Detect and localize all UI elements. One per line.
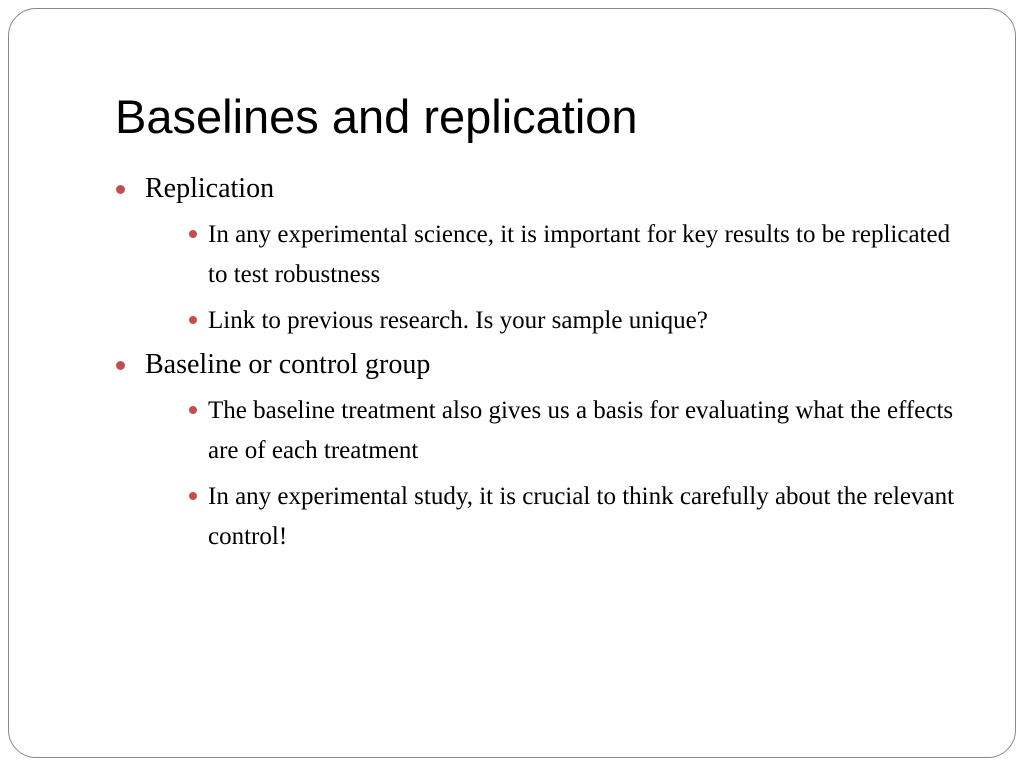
bullet-dot-icon <box>189 492 197 500</box>
bullet-dot-icon <box>189 230 197 238</box>
sub-bullet-list <box>145 215 972 341</box>
sub-bullet-text: In any experimental science, it is important for key results to be replicated to test robustness <box>208 221 951 288</box>
sub-bullet-text: Link to previous research. Is your sample unique? <box>208 307 708 334</box>
bullet-baseline <box>112 347 972 557</box>
sub-bullet-list <box>145 391 972 557</box>
slide-content <box>112 171 972 563</box>
sub-bullet <box>145 215 972 295</box>
sub-bullet-text: The baseline treatment also gives us a basis for evaluating what the effects are of each treatment <box>208 397 954 464</box>
sub-bullet <box>145 301 972 341</box>
slide <box>8 8 1016 758</box>
bullet-dot-icon <box>189 406 197 414</box>
sub-bullet <box>145 477 972 557</box>
sub-bullet-text: In any experimental study, it is crucial to think carefully about the relevant control! <box>208 483 955 550</box>
slide-title: Baselines and replication <box>115 90 638 143</box>
bullet-list <box>112 171 972 557</box>
bullet-dot-icon <box>116 361 125 370</box>
bullet-text: Baseline or control group <box>145 349 431 380</box>
bullet-dot-icon <box>189 316 197 324</box>
sub-bullet <box>145 391 972 471</box>
bullet-text: Replication <box>145 173 275 204</box>
bullet-dot-icon <box>116 185 125 194</box>
bullet-replication <box>112 171 972 341</box>
